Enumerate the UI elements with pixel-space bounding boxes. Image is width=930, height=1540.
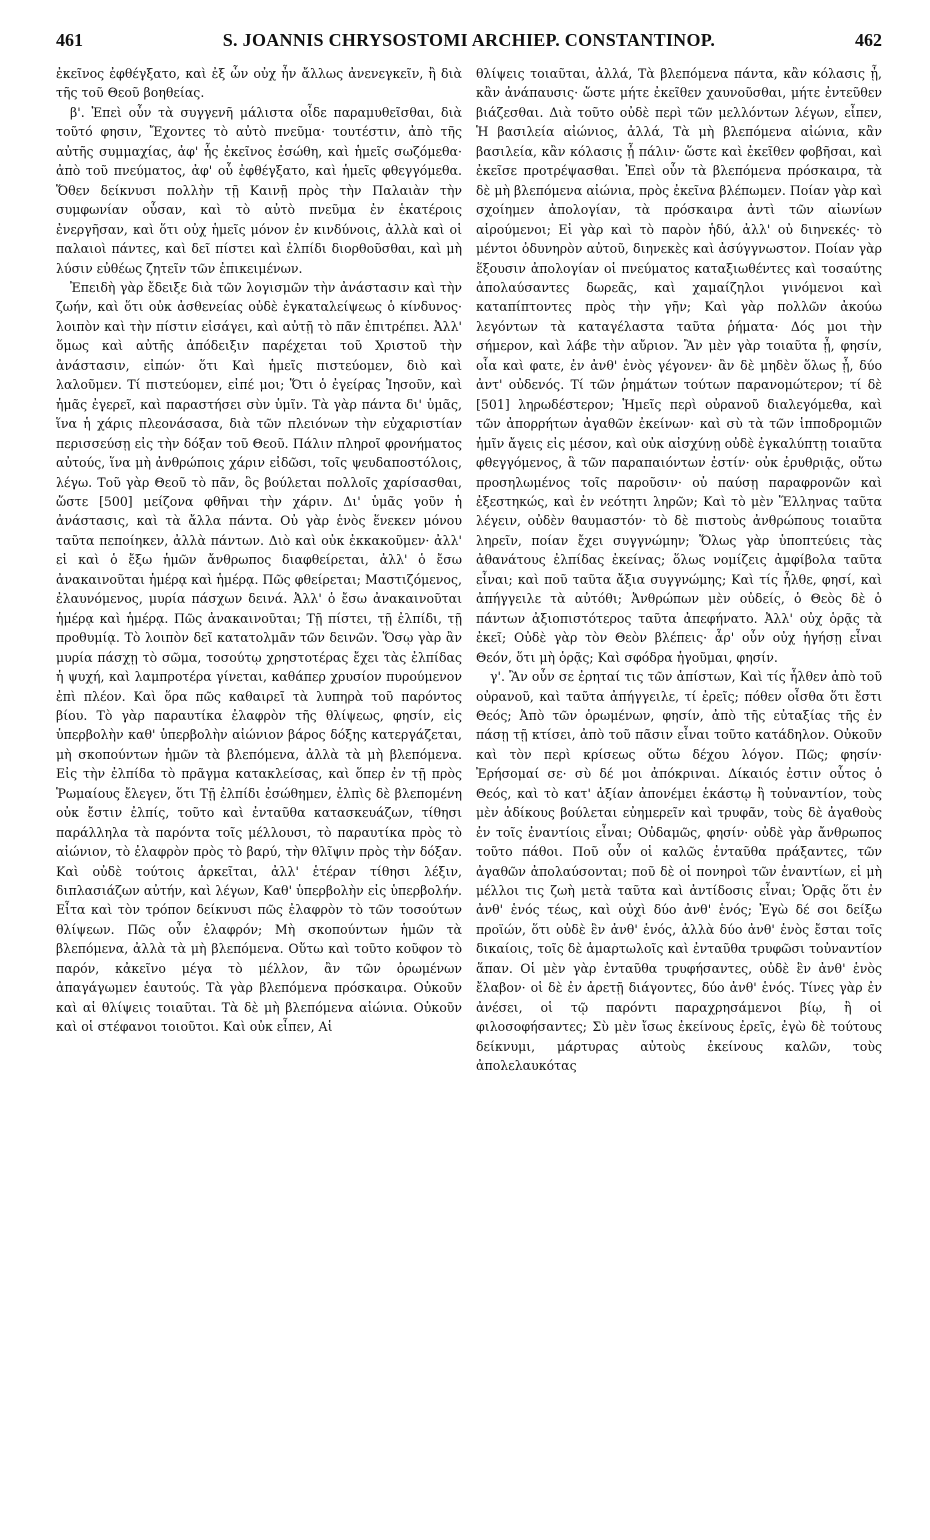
running-title: S. JOANNIS CHRYSOSTOMI ARCHIEP. CONSTANTINOP. bbox=[222, 30, 716, 50]
paragraph: ἐκεῖνος ἐφθέγξατο, καὶ ἐξ ὧν οὐχ ἦν ἄλλως ἀνενεγκεῖν, ἢ διὰ τῆς τοῦ Θεοῦ βοηθείας. bbox=[56, 66, 462, 101]
paragraph: β'. Ἐπεὶ οὖν τὰ συγγενῆ μάλιστα οἶδε παραμυθεῖσθαι, διὰ τοῦτό φησιν, Ἔχοντες τὸ αὐτὸ πνεῦμα· τουτέστιν, ἀπὸ τῆς αὐτῆς συμμαχίας, ἀφ' ἧς ἐκεῖνος ἐσώθη, καὶ ἡμεῖς σωζόμεθα· ἀπὸ τοῦ πνεύματος, ἀφ' οὗ ἐφθέγξατο, καὶ ἡμεῖς φθεγγόμεθα. Ὅθεν δείκνυσι πολλὴν τῇ Καινῇ πρὸς τὴν Παλαιὰν τὴν συμφωνίαν οὖσαν, καὶ τὸ αὐτὸ πνεῦμα ἐν ἑκατέροις ἐνεργῆσαν, καὶ ὅτι οὐχ ἡμεῖς μόνον ἐν κινδύνοις, ἀλλὰ καὶ οἱ παλαιοὶ πάντες, καὶ δεῖ πίστει καὶ ἐλπίδι διορθοῦσθαι, καὶ μὴ λύσιν εὐθέως ζητεῖν τῶν ἐπικειμένων. bbox=[56, 104, 462, 276]
page-number-left: 461 bbox=[56, 30, 83, 50]
paragraph: γ'. Ἂν οὖν σε ἐρηταί τις τῶν ἀπίστων, Καὶ τίς ἦλθεν ἀπὸ τοῦ οὐρανοῦ, καὶ ταῦτα ἀπήγγειλε, τί ἐρεῖς; πόθεν οἶσθα ὅτι ἔστι Θεός; Ἀπὸ τῶν ὁρωμένων, φησίν, ἀπὸ τῆς εὐταξίας τῆς ἐν πάσῃ τῇ κτίσει, ἀπὸ τοῦ πᾶσιν εἶναι τοῦτο κατάδηλον. Οὐκοῦν καὶ τὸν περὶ κρίσεως οὕτω δέχου λόγον. Πῶς; φησίν· Ἐρήσομαί σε· σὺ δέ μοι ἀπόκριναι. Δίκαιός ἐστιν οὗτος ὁ Θεός, καὶ τὸ κατ' ἀξίαν ἀπονέμει ἑκάστῳ ἢ τοὐναντίον, τοὺς μὲν ἀδίκους βούλεται εὐημερεῖν καὶ τρυφᾶν, τοὺς δὲ ἀγαθοὺς ἐν τοῖς ἐναντίοις εἶναι; Οὐδαμῶς, φησίν· οὐδὲ γὰρ ἄνθρωπος τοῦτο πάθοι. Ποῦ οὖν οἱ καλῶς ἐνταῦθα πράξαντες, τῶν ἀγαθῶν ἀπολαύσονται; ποῦ δὲ οἱ πονηροὶ τῶν ἐναντίων, εἰ μὴ μέλλοι τις ζωὴ μετὰ ταῦτα καὶ ἀντίδοσις εἶναι; Ὁρᾷς ὅτι ἐν ἀνθ' ἑνός τέως, καὶ οὐχὶ δύο ἀνθ' ἑνός; Ἐγὼ δέ σοι δείξω προϊών, ὅτι οὐδὲ ἓν ἀνθ' ἑνός, ἀλλὰ δύο ἀνθ' ἑνὸς ἔσται τοῖς δικαίοις, τοῖς δὲ ἁμαρτωλοῖς καὶ ἐνταῦθα τρυφῶσι τοὐναντίον ἅπαν. Οἱ μὲν γὰρ ἐνταῦθα τρυφήσαντες, οὐδὲ ἓν ἀνθ' ἑνὸς ἔλαβον· οἱ δὲ ἐν ἀρετῇ διάγοντες, δύο ἀνθ' ἑνός. Τίνες γὰρ ἐν ἀνέσει, οἱ τῷ παρόντι παραχρησάμενοι βίῳ, ἢ οἱ φιλοσοφήσαντες; Σὺ μὲν ἴσως ἐκείνους ἐρεῖς, ἐγὼ δὲ τούτους δείκνυμι, μάρτυρας αὐτοὺς ἐκείνους καλῶν, τοὺς ἀπολελαυκότας bbox=[476, 669, 882, 1074]
paragraph: θλίψεις τοιαῦται, ἀλλά, Τὰ βλεπόμενα πάντα, κἂν κόλασις ᾖ, κἂν ἀνάπαυσις· ὥστε μήτε ἐκεῖθεν χαυνοῦσθαι, μήτε ἐντεῦθεν βιάζεσθαι. Διὰ τοῦτο οὐδὲ περὶ τῶν μελλόντων λέγων, εἶπεν, Ἡ βασιλεία αἰώνιος, ἀλλά, Τὰ μὴ βλεπόμενα αἰώνια, κἂν βασιλεία, κἂν κόλασις ᾖ πάλιν· ὥστε καὶ ἐκεῖθεν φοβῆσαι, καὶ ἐκεῖσε προτρέψασθαι. Ἐπεὶ οὖν τὰ βλεπόμενα πρόσκαιρα, τὰ δὲ μὴ βλεπόμενα αἰώνια, πρὸς ἐκεῖνα βλέπωμεν. Ποίαν γὰρ καὶ σχοίημεν ἀπολογίαν, τὰ πρόσκαιρα ἀντὶ τῶν αἰωνίων αἱρούμενοι; Εἰ γὰρ καὶ τὸ παρὸν ἡδύ, ἀλλ' οὐ διηνεκές· τὸ μέντοι ὀδυνηρὸν αὐτοῦ, διηνεκὲς καὶ ἀσύγγνωστον. Ποίαν γὰρ ἕξουσιν ἀπολογίαν οἱ πνεύματος καταξιωθέντες καὶ τοσαύτης ἀπολαύσαντες δωρεᾶς, καὶ χαμαίζηλοι γινόμενοι καὶ καταπίπτοντες πρὸς τὴν γῆν; Καὶ γὰρ πολλῶν ἀκούω λεγόντων τὰ καταγέλαστα ταῦτα ῥήματα· Δός μοι τὴν σήμερον, καὶ λάβε τὴν αὔριον. Ἂν μὲν γὰρ τοιαῦτα ᾖ, φησίν, οἷα καὶ φατε, ἐν ἀνθ' ἑνὸς γέγονεν· ἂν δὲ μηδὲν ὅλως ᾖ, δύο ἀντ' οὐδενός. Τί τῶν ῥημάτων τούτων παρανομώτερον; τί δὲ [501] ληρωδέστερον; Ἡμεῖς περὶ οὐρανοῦ διαλεγόμεθα, καὶ τῶν ἀπορρήτων ἀγαθῶν ἐκείνων· καὶ σὺ τὰ τῶν ἱπποδρομιῶν ἡμῖν ἄγεις εἰς μέσον, καὶ οὐκ αἰσχύνῃ οὐδὲ ἐγκαλύπτῃ τοιαῦτα φθεγγόμενος, ἃ τῶν παραπαιόντων ἐστίν· οὐκ ἐρυθριᾷς, οὕτω προσηλωμένος τοῖς παροῦσιν· οὐ παύσῃ παραφρονῶν καὶ ἐξεστηκώς, καὶ ἐν νεότητι ληρῶν; Καὶ τὸ μὲν Ἕλληνας ταῦτα λέγειν, οὐδὲν θαυμαστόν· τὸ δὲ πιστοὺς ἀνθρώπους τοιαῦτα ληρεῖν, ποίαν ἔχει συγγνώμην; Ὅλως γὰρ ὑποπτεύεις τὰς ἀθανάτους ἐλπίδας ἐκείνας; ὅλως νομίζεις ἀμφίβολα ταῦτα εἶναι; καὶ ποῦ ταῦτα ἄξια συγγνώμης; Καὶ τίς ἦλθε, φησί, καὶ ἀπήγγειλε τὰ αὐτόθι; Ἀνθρώπων μὲν οὐδείς, ὁ Θεὸς δὲ ὁ πάντων ἀξιοπιστότερος ταῦτα ἀπεφήνατο. Ἀλλ' οὐχ ὁρᾷς τὰ ἐκεῖ; Οὐδὲ γὰρ τὸν Θεὸν βλέπεις· ἆρ' οὖν οὐχ ἡγήσῃ εἶναι Θεόν, ὅτι μὴ ὁρᾷς; Καὶ σφόδρα ἡγοῦμαι, φησίν. bbox=[476, 66, 882, 665]
paragraph: Ἐπειδὴ γὰρ ἔδειξε διὰ τῶν λογισμῶν τὴν ἀνάστασιν καὶ τὴν ζωήν, καὶ ὅτι οὐκ ἀσθενείας οὐδὲ ἐγκαταλείψεως ὁ κίνδυνος· λοιπὸν καὶ τὴν πίστιν εἰσάγει, καὶ αὐτῇ τὸ πᾶν ἐπιτρέπει. Ἀλλ' ὅμως καὶ αὐτῆς ἀπόδειξιν παρέχεται τοῦ Χριστοῦ τὴν ἀνάστασιν, εἰπών· ὅτι Καὶ ἡμεῖς πιστεύομεν, διὸ καὶ λαλοῦμεν. Τί πιστεύομεν, εἰπέ μοι; Ὅτι ὁ ἐγείρας Ἰησοῦν, καὶ ἡμᾶς ἐγερεῖ, καὶ παραστήσει σὺν ὑμῖν. Τὰ γὰρ πάντα δι' ὑμᾶς, ἵνα ἡ χάρις πλεονάσασα, διὰ τῶν πλειόνων τὴν εὐχαριστίαν περισσεύσῃ εἰς τὴν δόξαν τοῦ Θεοῦ. Πάλιν πληροῖ φρονήματος αὐτούς, ἵνα μὴ ἀνθρώποις χάριν εἰδῶσι, τοῖς ψευδαποστόλοις, λέγω. Τοῦ γὰρ Θεοῦ τὸ πᾶν, ὃς βούλεται πολλοῖς χαρίσασθαι, ὥστε [500] μείζονα φθῆναι τὴν χάριν. Δι' ὑμᾶς γοῦν ἡ ἀνάστασις, καὶ τὰ ἄλλα πάντα. Οὐ γὰρ ἑνὸς ἕνεκεν μόνου ταῦτα πεποίηκεν, ἀλλὰ πάντων. Διὸ καὶ οὐκ ἐκκακοῦμεν· ἀλλ' εἰ καὶ ὁ ἔξω ἡμῶν ἄνθρωπος διαφθείρεται, ἀλλ' ὁ ἔσω ἀνακαινοῦται ἡμέρᾳ καὶ ἡμέρᾳ. Πῶς φθείρεται; Μαστιζόμενος, ἐλαυνόμενος, μυρία πάσχων δεινά. Ἀλλ' ὁ ἔσω ἀνακαινοῦται ἡμέρᾳ καὶ ἡμέρᾳ. Πῶς ἀνακαινοῦται; Τῇ πίστει, τῇ ἐλπίδι, τῇ προθυμίᾳ. Τὸ λοιπὸν δεῖ κατατολμᾶν τῶν δεινῶν. Ὅσῳ γὰρ ἂν μυρία πάσχῃ τὸ σῶμα, τοσούτῳ χρηστοτέρας ἔχει τὰς ἐλπίδας ἡ ψυχή, καὶ λαμπροτέρα γίνεται, καθάπερ χρυσίον πυρούμενον ἐπὶ πλέον. Καὶ ὅρα πῶς καθαιρεῖ τὰ λυπηρὰ τοῦ παρόντος βίου. Τὸ γὰρ παραυτίκα ἐλαφρὸν τῆς θλίψεως, φησίν, εἰς ὑπερβολὴν καθ' ὑπερβολὴν αἰώνιον βάρος δόξης κατεργάζεται, μὴ σκοπούντων ἡμῶν τὰ βλεπόμενα, ἀλλὰ τὰ μὴ βλεπόμενα. Εἰς τὴν ἐλπίδα τὸ πρᾶγμα κατακλείσας, καὶ ὅπερ ἐν τῇ πρὸς Ῥωμαίους ἔλεγεν, ὅτι Τῇ ἐλπίδι ἐσώθημεν, ἐλπὶς δὲ βλεπομένη οὐκ ἔστιν ἐλπίς, τοῦτο καὶ ἐνταῦθα κατασκευάζων, τίθησι παράλληλα τὰ παρόντα τοῖς μέλλουσι, τὸ παραυτίκα πρὸς τὸ αἰώνιον, τὸ ἐλαφρὸν πρὸς τὸ βαρύ, τὴν θλῖψιν πρὸς τὴν δόξαν. Καὶ οὐδὲ τούτοις ἀρκεῖται, ἀλλ' ἑτέραν τίθησι λέξιν, διπλασιάζων αὐτήν, καὶ λέγων, Καθ' ὑπερβολὴν εἰς ὑπερβολήν. Εἶτα καὶ τὸν τρόπον δείκνυσι πῶς ἐλαφρὸν τὸ τῶν τοσούτων θλίψεων. Πῶς οὖν ἐλαφρόν; Μὴ σκοπούντων ἡμῶν τὰ βλεπόμενα, ἀλλὰ τὰ μὴ βλεπόμενα. Οὕτω καὶ τοῦτο κοῦφον τὸ παρόν, κἀκεῖνο μέγα τὸ μέλλον, ἂν τῶν ὁρωμένων ἀπαγάγωμεν ἑαυτούς. Τὰ γὰρ βλεπόμενα πρόσκαιρα. Οὐκοῦν καὶ αἱ θλίψεις τοιαῦται. Τὰ δὲ μὴ βλεπόμενα αἰώνια. Οὐκοῦν καὶ οἱ στέφανοι τοιοῦτοι. Καὶ οὐκ εἶπεν, Αἱ bbox=[56, 279, 462, 1035]
text-columns bbox=[56, 64, 882, 1076]
right-column bbox=[476, 64, 882, 1076]
left-column bbox=[56, 64, 462, 1076]
running-header bbox=[56, 30, 882, 60]
page-number-right: 462 bbox=[854, 30, 882, 50]
